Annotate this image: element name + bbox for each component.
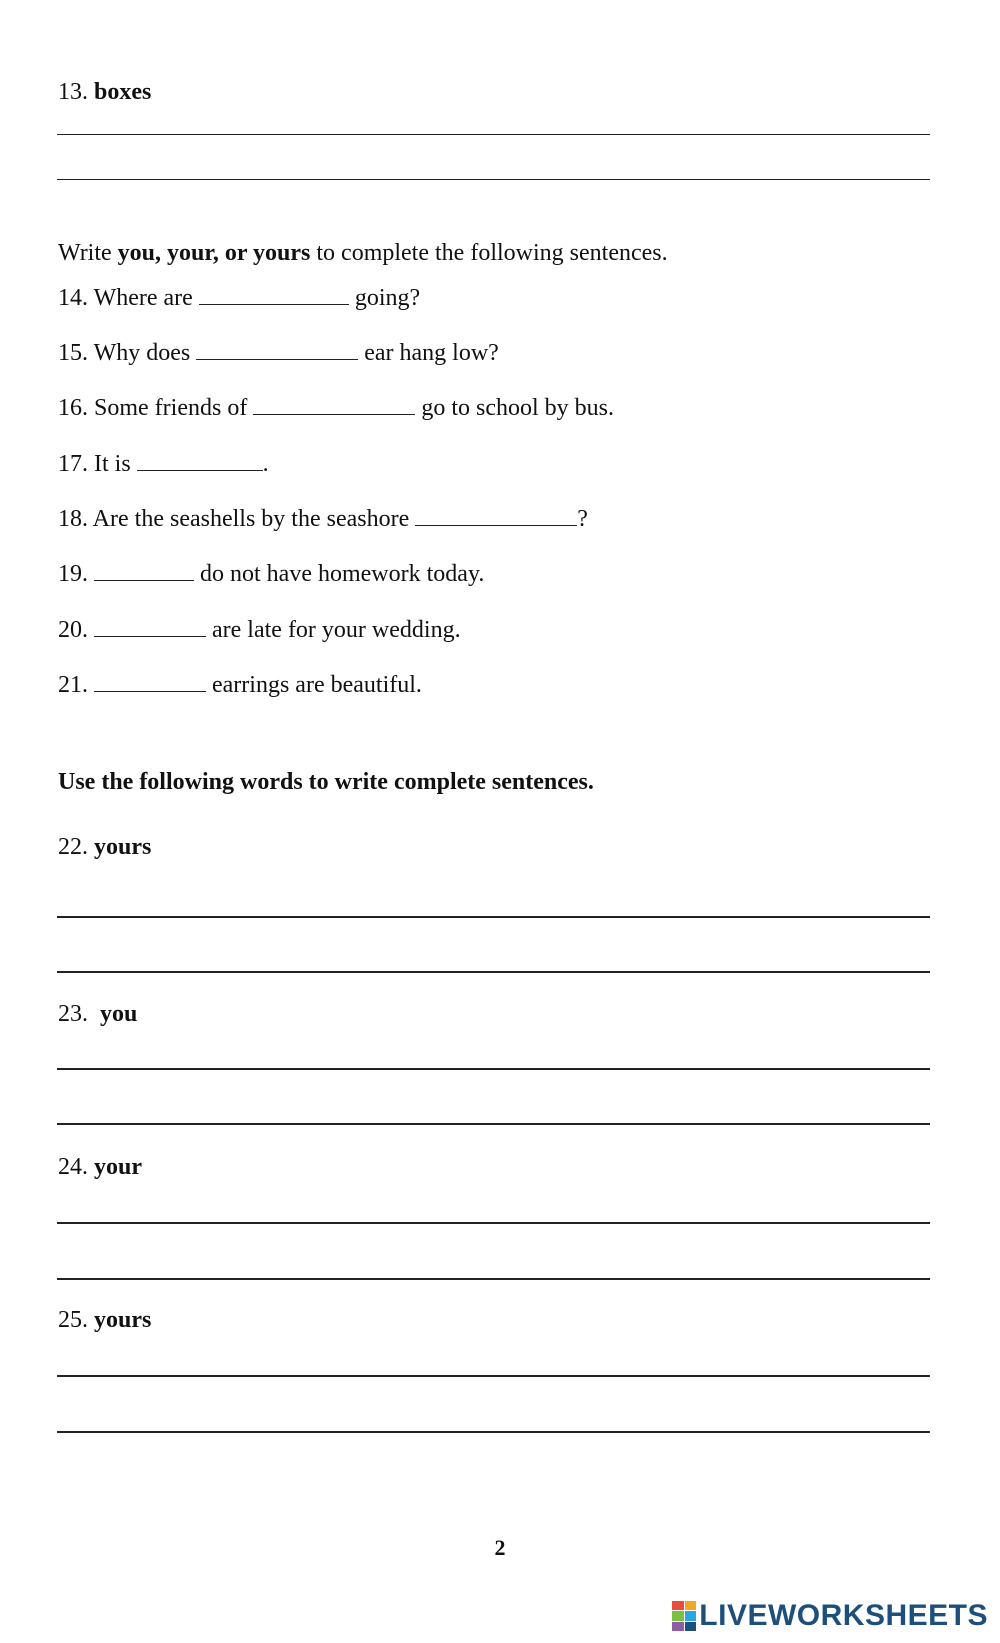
answer-line[interactable] xyxy=(57,1375,930,1377)
answer-line[interactable] xyxy=(57,1068,930,1070)
question-13 xyxy=(58,78,151,106)
question-number: 13. xyxy=(58,79,88,105)
question-word: you xyxy=(100,1001,138,1027)
answer-line[interactable] xyxy=(57,1123,930,1125)
fill-blank[interactable] xyxy=(94,558,194,581)
question-number: 25. xyxy=(58,1307,88,1333)
sentence-start: 20. xyxy=(58,617,88,643)
answer-line[interactable] xyxy=(57,134,930,135)
question-17 xyxy=(58,448,269,478)
sentence-end: ? xyxy=(577,506,588,532)
question-14 xyxy=(58,282,420,312)
question-22 xyxy=(58,833,151,861)
question-15 xyxy=(58,337,499,367)
sentence-start: 18. Are the seashells by the seashore xyxy=(58,506,410,532)
fill-blank[interactable] xyxy=(94,669,206,692)
sentence-start: 14. Where are xyxy=(58,285,193,311)
sentence-end: go to school by bus. xyxy=(421,395,614,421)
question-19 xyxy=(58,558,484,588)
sentence-start: 16. Some friends of xyxy=(58,395,248,421)
sentence-end: . xyxy=(262,451,269,477)
sentence-start: 15. Why does xyxy=(58,340,191,366)
question-word: yours xyxy=(94,1307,152,1333)
instruction-text: Write xyxy=(58,240,112,266)
question-word: yours xyxy=(94,834,152,860)
liveworksheets-logo-icon xyxy=(672,1601,696,1631)
brand-name: LIVEWORKSHEETS xyxy=(699,1599,988,1632)
sentence-start: 19. xyxy=(58,561,88,587)
sentence-end: are late for your wedding. xyxy=(212,617,461,643)
liveworksheets-logo xyxy=(672,1596,988,1636)
question-number: 22. xyxy=(58,834,88,860)
sentence-start: 21. xyxy=(58,672,88,698)
instruction-bold-words: you, your, or yours xyxy=(117,240,311,266)
sentence-end: earrings are beautiful. xyxy=(212,672,422,698)
answer-line[interactable] xyxy=(57,1222,930,1224)
answer-line[interactable] xyxy=(57,971,930,973)
fill-blank[interactable] xyxy=(253,392,415,415)
fill-blank[interactable] xyxy=(94,614,206,637)
question-word: your xyxy=(94,1154,142,1180)
answer-line[interactable] xyxy=(57,916,930,918)
question-24 xyxy=(58,1153,142,1181)
sentence-end: going? xyxy=(354,285,421,311)
section-heading: Use the following words to write complete sentences. xyxy=(58,769,594,795)
question-20 xyxy=(58,614,461,644)
page-number: 2 xyxy=(494,1535,506,1560)
fill-blank[interactable] xyxy=(196,337,358,360)
fill-blank[interactable] xyxy=(415,503,577,526)
fill-instructions xyxy=(58,239,668,267)
sentence-end: ear hang low? xyxy=(364,340,499,366)
question-number: 24. xyxy=(58,1154,88,1180)
question-21 xyxy=(58,669,422,699)
fill-blank[interactable] xyxy=(137,448,263,471)
fill-blank[interactable] xyxy=(199,282,349,305)
answer-line[interactable] xyxy=(57,1278,930,1280)
question-word: boxes xyxy=(94,79,152,105)
question-16 xyxy=(58,392,614,422)
instruction-text: to complete the following sentences. xyxy=(316,240,668,266)
question-number: 23. xyxy=(58,1001,88,1027)
question-18 xyxy=(58,503,588,533)
sentence-end: do not have homework today. xyxy=(200,561,485,587)
sentence-start: 17. It is xyxy=(58,451,131,477)
question-23 xyxy=(58,1000,137,1028)
answer-line[interactable] xyxy=(57,1431,930,1433)
answer-line[interactable] xyxy=(57,179,930,180)
question-25 xyxy=(58,1306,151,1334)
